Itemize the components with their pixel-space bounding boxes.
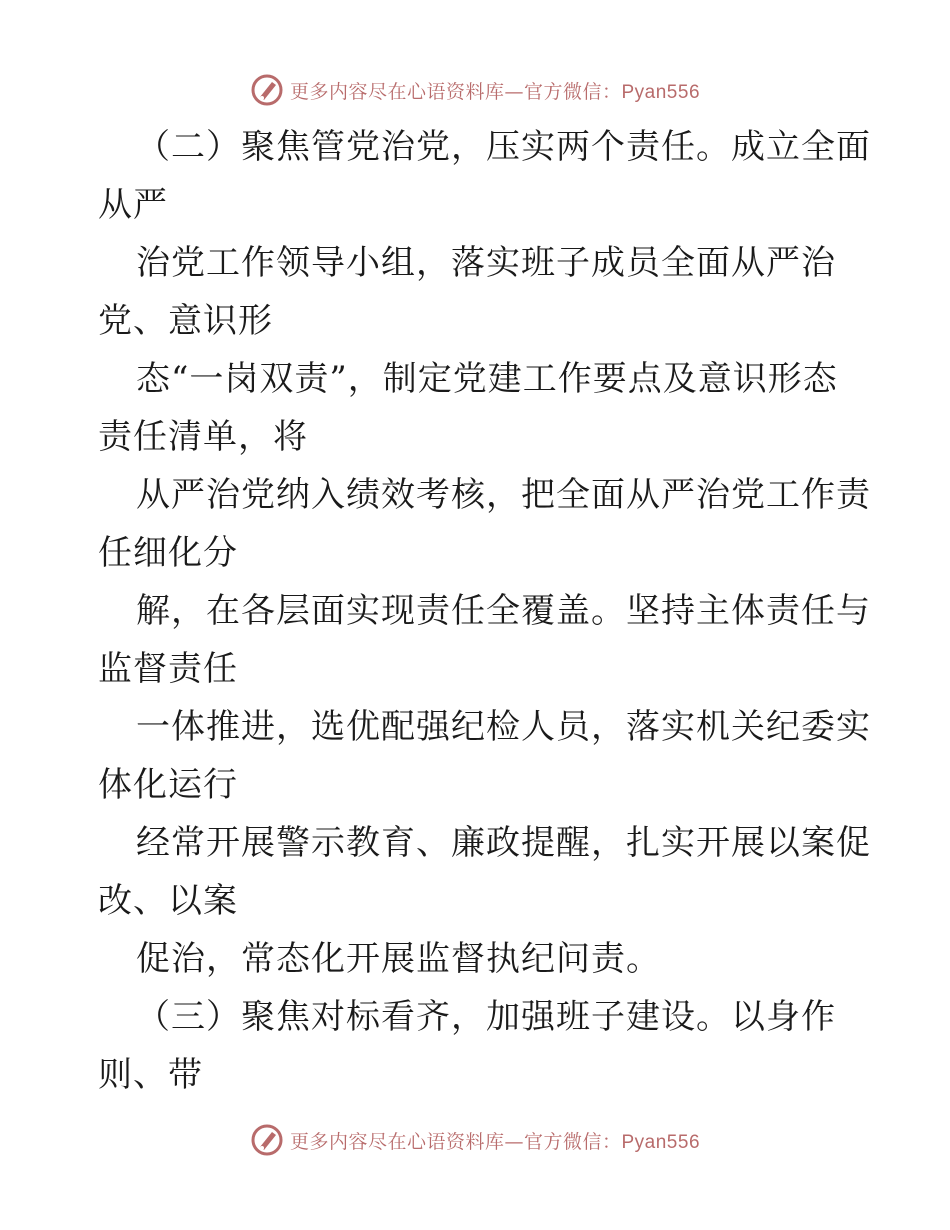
wechat-id: Pyan556	[621, 1131, 701, 1153]
text-line: 经常开展警示教育、廉政提醒，扎实开展以案促	[136, 823, 871, 863]
text-line: （三）聚焦对标看齐，加强班子建设。以身作	[136, 997, 836, 1037]
text-line: 任细化分	[98, 533, 238, 573]
text-line: 党、意识形	[98, 301, 273, 341]
pen-logo-icon	[250, 1123, 284, 1157]
text-line: （二）聚焦管党治党，压实两个责任。成立全面	[136, 127, 871, 167]
text-line: 监督责任	[98, 649, 238, 689]
document-body	[98, 118, 871, 1104]
banner-text: 更多内容尽在心语资料库—官方微信：Pyan556	[289, 80, 701, 103]
text-line: 一体推进，选优配强纪检人员，落实机关纪委实	[136, 707, 871, 747]
text-line: 促治，常态化开展监督执纪问责。	[136, 939, 661, 979]
text-line: 则、带	[98, 1055, 203, 1095]
footer-watermark-banner	[0, 1120, 950, 1160]
text-line: 从严治党纳入绩效考核，把全面从严治党工作责	[136, 475, 871, 515]
text-line: 责任清单，将	[98, 417, 308, 457]
text-line: 改、以案	[98, 881, 238, 921]
text-line: 从严	[98, 185, 168, 225]
text-line: 态“一岗双责”，制定党建工作要点及意识形态	[136, 359, 838, 399]
wechat-id: Pyan556	[621, 81, 701, 103]
text-line: 治党工作领导小组，落实班子成员全面从严治	[136, 243, 836, 283]
header-watermark-banner	[0, 70, 950, 110]
text-line: 体化运行	[98, 765, 238, 805]
pen-logo-icon	[250, 73, 284, 107]
text-line: 解，在各层面实现责任全覆盖。坚持主体责任与	[136, 591, 871, 631]
banner-text: 更多内容尽在心语资料库—官方微信：Pyan556	[289, 1130, 701, 1153]
